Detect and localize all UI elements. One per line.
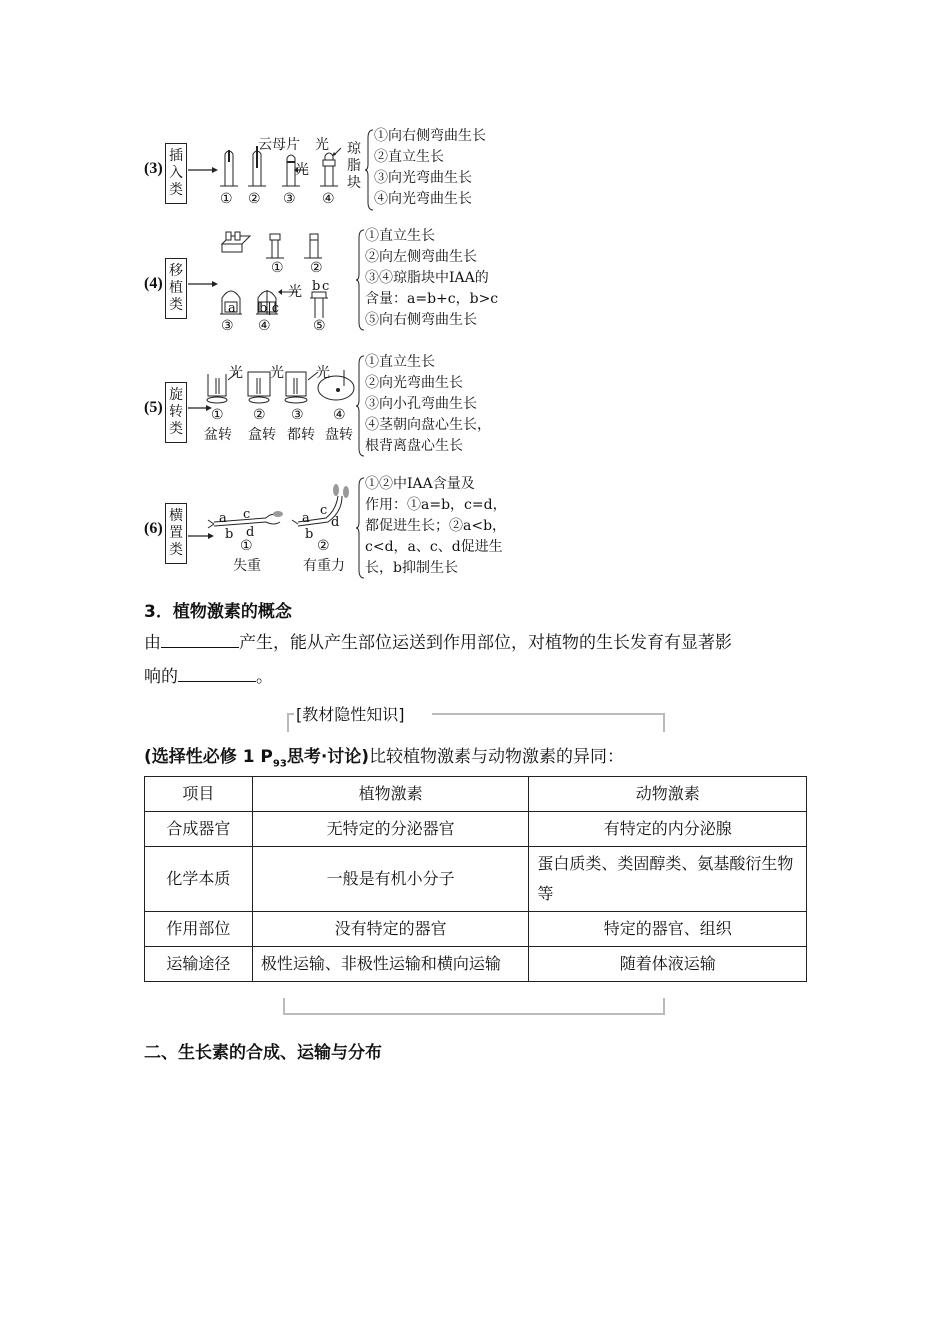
section-4-number: (4) [144,275,163,292]
concept-paragraph [144,626,824,694]
block-b-label: b [312,279,321,294]
result-4-5: ⑤向右侧弯曲生长 [365,312,477,328]
rotation-label-3: ③ [291,407,304,423]
result-6-5: 长，b抑制生长 [365,560,458,576]
section-4-category: 移植类 [165,258,187,319]
rotation-label-2: ② [253,407,266,423]
table-cell: 化学本质 [145,847,253,912]
light-label-3b: 光 [315,137,329,153]
block-c-label: c [322,279,330,294]
table-cell: 特定的器官、组织 [529,912,807,947]
question-suffix: 思考·讨论) [286,747,370,767]
section-5-number: (5) [144,399,163,416]
table-row [145,912,807,947]
hormone-comparison-table [144,776,807,982]
seedling-label-1: ① [220,191,233,207]
hidden-knowledge-tag: [教材隐性知识] [296,705,405,724]
table-cell: 有特定的内分泌腺 [529,812,807,847]
blank-field-2[interactable] [178,665,256,682]
light-label-5b: 光 [270,365,284,381]
section-4-brace [355,228,365,332]
letter-d-2: d [331,515,340,530]
seedling-label-2: ② [248,191,261,207]
rotation-caption-3: 都转 [287,427,315,443]
table-header: 动物激素 [529,777,807,812]
horizontal-caption-2: 有重力 [303,558,345,574]
section-6-brace [355,476,365,580]
transplant-label-5: ⑤ [313,318,326,334]
table-cell: 无特定的分泌器官 [252,812,529,847]
transplant-label-3: ③ [221,318,234,334]
table-row [145,847,807,912]
hidden-knowledge-tag-text: 教材隐性知识 [302,705,399,724]
result-3-2: ②直立生长 [374,149,444,165]
letter-a-1: a [219,511,227,526]
horizontal-label-2: ② [317,538,330,554]
table-header: 植物激素 [252,777,529,812]
table-cell: 随着体液运输 [529,947,807,982]
section-5-brace [355,354,365,458]
section-2-heading: 二、生长素的合成、运输与分布 [144,1043,382,1063]
result-5-4: ④茎朝向盘心生长， [365,417,491,433]
light-label-5c: 光 [316,365,330,381]
table-cell: 作用部位 [145,912,253,947]
section-6-category: 横置类 [165,503,187,564]
table-row [145,947,807,982]
result-5-5: 根背离盘心生长 [365,438,463,454]
result-3-4: ④向光弯曲生长 [374,191,472,207]
section-4-results [365,226,498,331]
concept-text-2a: 响的 [144,667,178,687]
question-source [144,747,370,770]
result-6-3: 都促进生长；②a<b， [365,518,507,534]
seedling-label-3: ③ [283,191,296,207]
horizontal-caption-1: 失重 [233,558,261,574]
table-row [145,812,807,847]
result-4-2: ②向左侧弯曲生长 [365,249,477,265]
result-5-1: ①直立生长 [365,354,435,370]
result-5-2: ②向光弯曲生长 [365,375,463,391]
result-3-3: ③向光弯曲生长 [374,170,472,186]
concept-text-1a: 由 [144,633,161,653]
table-header-row [145,777,807,812]
table-cell: 一般是有机小分子 [252,847,529,912]
letter-c-1: c [243,507,251,522]
block-bc-label: b|c [259,301,279,316]
rotation-label-4: ④ [333,407,346,423]
result-4-3: ③④琼脂块中IAA的 [365,270,489,286]
light-label-5a: 光 [229,365,243,381]
result-3-1: ①向右侧弯曲生长 [374,128,486,144]
result-4-4: 含量：a=b+c，b>c [365,291,499,307]
section-6-number: (6) [144,520,163,537]
section-3-brace [364,128,374,212]
result-6-1: ①②中IAA含量及 [365,476,475,492]
rotation-caption-1: 盆转 [204,427,232,443]
section-3-category: 插入类 [165,143,187,204]
table-header: 项目 [145,777,253,812]
section-5-results [365,352,491,457]
agar-block-label: 琼脂块 [347,141,361,191]
seedling-label-4: ④ [322,191,335,207]
table-cell: 运输途径 [145,947,253,982]
concept-heading: 3．植物激素的概念 [144,602,292,622]
result-6-4: c<d，a、c、d促进生 [365,539,503,555]
table-cell: 没有特定的器官 [252,912,529,947]
concept-text-1b: 产生，能从产生部位运送到作用部位，对植物的生长发育有显著影 [239,633,732,653]
transplant-label-1: ① [271,260,284,276]
light-label-3a: 光 [295,162,309,178]
concept-text-2b: 。 [256,667,273,687]
letter-b-2: b [305,527,314,542]
block-a-label: a [228,301,236,316]
section-5-category: 旋转类 [165,382,187,443]
mica-label: 云母片 [258,137,300,153]
concept-line-2 [144,660,824,694]
section-6-results [365,474,507,579]
result-4-1: ①直立生长 [365,228,435,244]
blank-field-1[interactable] [161,631,239,648]
letter-c-2: c [320,503,328,518]
section-3-results [374,126,486,210]
section-3-number: (3) [144,160,163,177]
letter-d-1: d [246,525,255,540]
rotation-label-1: ① [211,407,224,423]
result-5-3: ③向小孔弯曲生长 [365,396,477,412]
table-cell: 蛋白质类、类固醇类、氨基酸衍生物等 [529,847,807,912]
transplant-label-4: ④ [258,318,271,334]
question-tail: 比较植物激素与动物激素的异同： [369,747,625,767]
question-page-sub: 93 [272,758,287,770]
transplant-label-2: ② [310,260,323,276]
rotation-caption-2: 盒转 [248,427,276,443]
table-cell: 极性运输、非极性运输和横向运输 [252,947,529,982]
concept-line-1 [144,626,824,660]
question-prefix: (选择性必修 1 P [144,747,273,767]
horizontal-label-1: ① [240,538,253,554]
light-label-4: 光 [288,284,302,300]
table-cell: 合成器官 [145,812,253,847]
result-6-2: 作用：①a=b，c=d， [365,497,507,513]
rotation-caption-4: 盘转 [325,427,353,443]
letter-a-2: a [302,511,310,526]
letter-b-1: b [225,527,234,542]
